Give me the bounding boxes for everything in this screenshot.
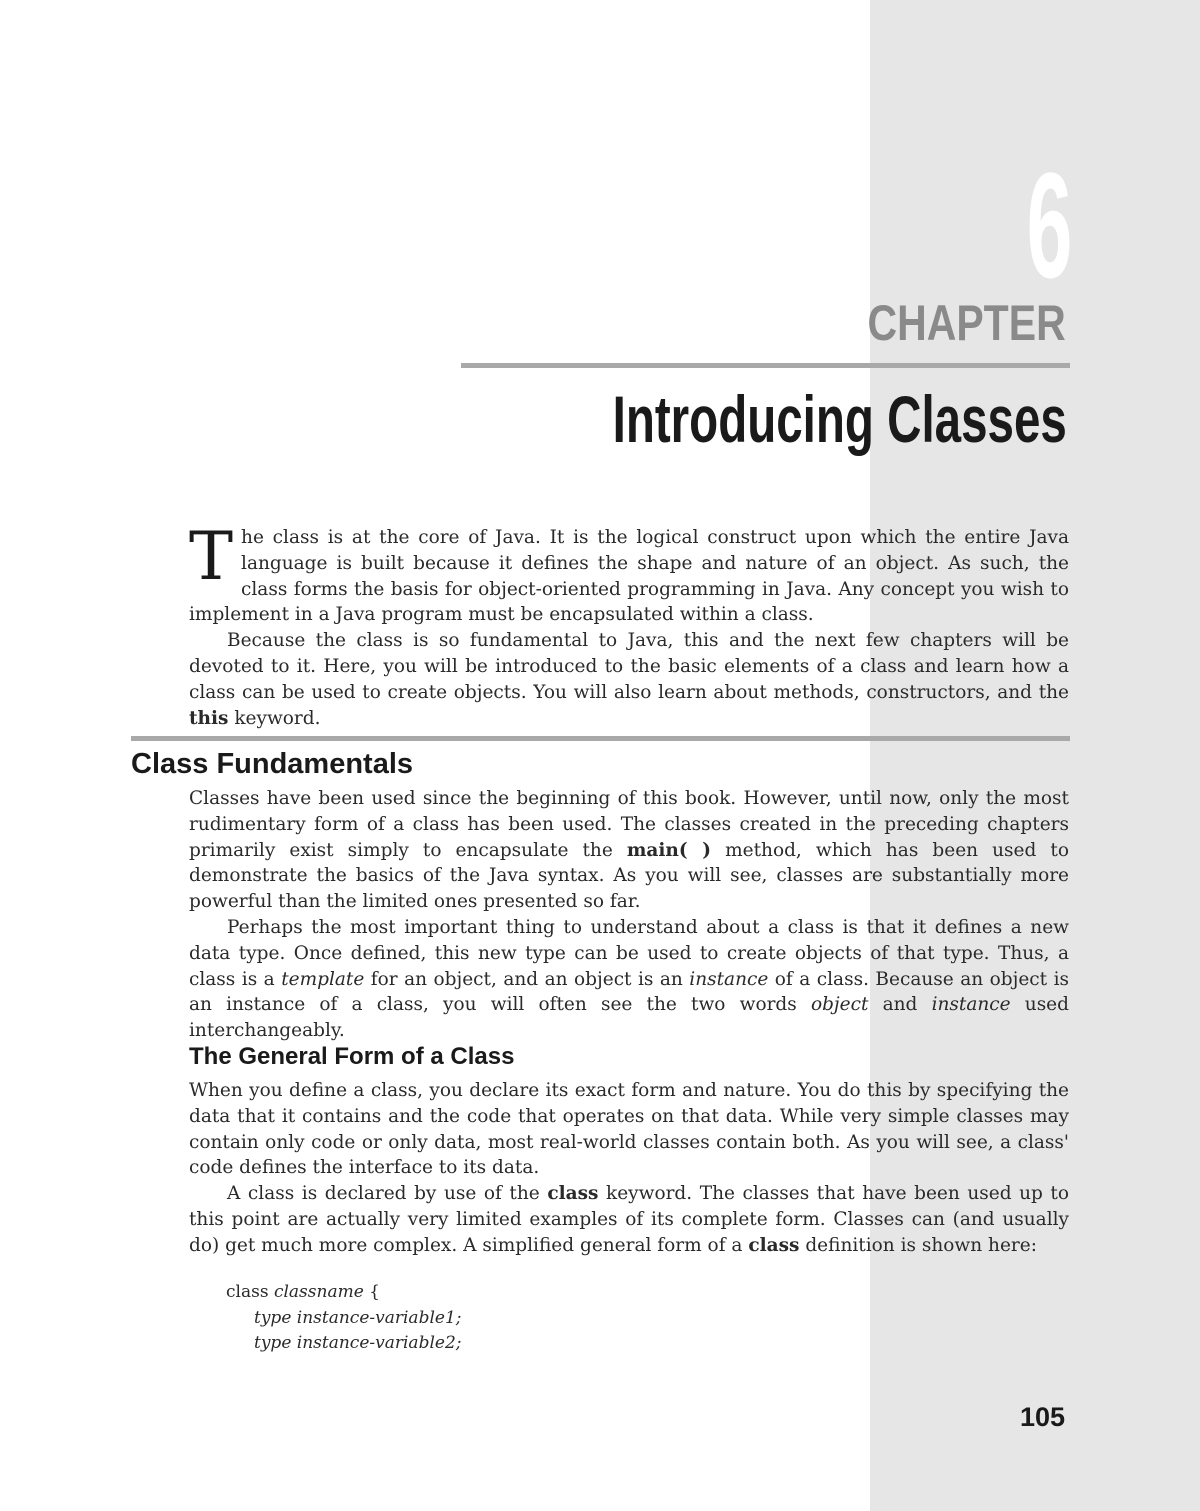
s2p2-c: definition is shown here:	[799, 1234, 1037, 1256]
intro-paragraph-1	[189, 518, 1069, 628]
chapter-label: CHAPTER	[867, 295, 1066, 351]
s1p2-d: and	[868, 994, 932, 1016]
s1p1-b: method, which has been used to demonstrate the basics of the Java syntax. As you will see, classes are substantially more powerful than the limited ones presented so far.	[189, 839, 1069, 913]
section2-paragraph-1: When you define a class, you declare its exact form and nature. You do this by specifying the data that it contains and the code that operates on that data. While very simple classes may contain only code or only data, most real-world classes contain both. As you will see, a class' code defines the interface to its data.	[189, 1080, 1069, 1179]
intro-text	[189, 518, 1069, 731]
code-line-3: type instance-variable2;	[254, 1333, 462, 1353]
code-sample	[226, 1280, 462, 1357]
s1p1-a: Classes have been used since the beginning of this book. However, until now, only the most rudimentary form of a class has been used. The classes created in the preceding chapters primarily exist simply to encapsulate the	[189, 788, 1069, 861]
intro-p2-text-end: keyword.	[228, 707, 321, 729]
code-line-2: type instance-variable1;	[254, 1307, 462, 1328]
keyword-main: main( )	[626, 839, 712, 861]
code-keyword-class: class	[226, 1282, 274, 1302]
term-instance-2: instance	[931, 994, 1011, 1016]
term-template: template	[281, 968, 365, 990]
code-line-1	[226, 1280, 462, 1306]
s1p2-a: Perhaps the most important thing to understand about a class is that it defines a new data type. Once defined, this new type can be used to create objects of that type. Thus, a class is a	[189, 916, 1069, 990]
s1p2-c: of a class. Because an object is an instance of a class, you will often see the two words	[189, 968, 1069, 1016]
section2-text	[189, 1078, 1069, 1259]
term-instance: instance	[689, 968, 769, 990]
chapter-title: Introducing Classes	[612, 382, 1067, 456]
keyword-this: this	[189, 707, 229, 729]
term-object: object	[810, 994, 869, 1016]
keyword-class-2: class	[748, 1234, 800, 1256]
chapter-number: 6	[1026, 141, 1072, 309]
s1p2-e: used interchangeably.	[189, 994, 1069, 1042]
section1-paragraph-1	[189, 786, 1069, 915]
section-heading-class-fundamentals: Class Fundamentals	[131, 748, 414, 780]
section-rule	[131, 736, 1070, 741]
subsection-heading-general-form: The General Form of a Class	[189, 1043, 515, 1070]
intro-p2-text: Because the class is so fundamental to Java, this and the next few chapters will be devoted to it. Here, you will be introduced to the basic elements of a class and learn how a class can be used to create objects. You will also learn about methods, constructors, and the	[189, 630, 1069, 703]
intro-paragraph-2	[189, 628, 1069, 731]
code-brace: {	[363, 1282, 380, 1302]
section1-paragraph-2	[189, 915, 1069, 1044]
code-classname: classname	[273, 1282, 364, 1302]
s2p2-b: keyword. The classes that have been used up to this point are actually very limited examples of its complete form. Classes can (and usually do) get much more complex. A simplified general form of a	[189, 1183, 1070, 1256]
s1p2-b: for an object, and an object is an	[364, 968, 690, 990]
section1-text	[189, 786, 1069, 1044]
chapter-rule	[461, 363, 1070, 368]
intro-p1-text: he class is at the core of Java. It is the logical construct upon which the entire Java language is built because it defines the shape and nature of an object. As such, the class forms the basis for object-oriented programming in Java. Any concept you wish to implement in a Java program must be encapsulated within a class.	[189, 527, 1069, 626]
page-number: 105	[1019, 1402, 1065, 1432]
keyword-class: class	[547, 1183, 599, 1205]
section2-paragraph-2	[189, 1181, 1069, 1258]
s2p2-a: A class is declared by use of the	[227, 1183, 548, 1205]
dropcap: T	[189, 518, 234, 595]
